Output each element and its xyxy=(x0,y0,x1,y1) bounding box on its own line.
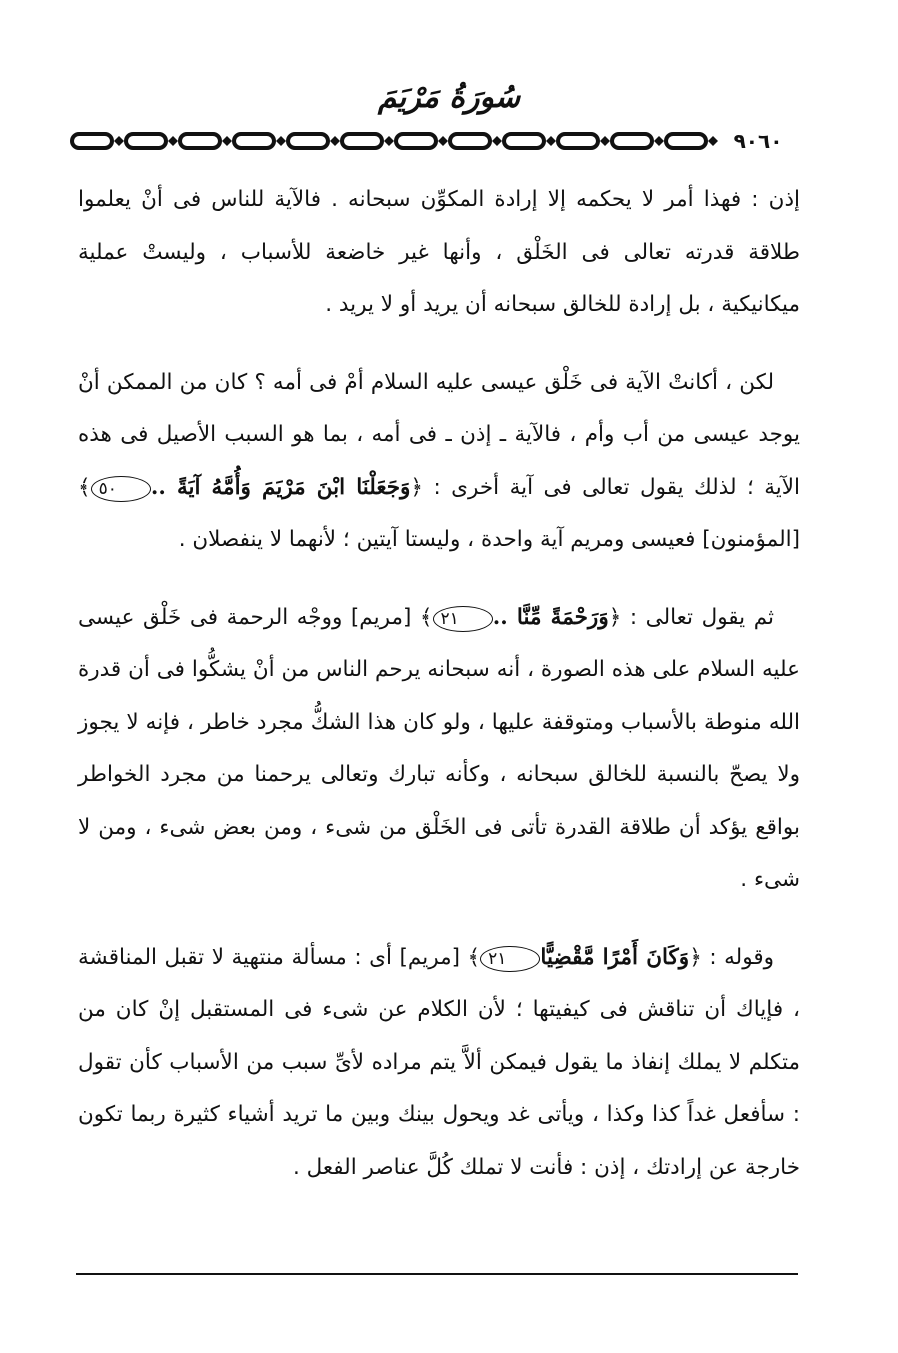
chain-diamond xyxy=(708,136,718,146)
chain-link xyxy=(288,134,328,148)
body-text: [المؤمنون] فعيسى ومريم آية واحدة ، وليستا آيتين ؛ لأنهما لا ينفصلان . xyxy=(178,527,800,552)
body-text: [مريم] أى : مسألة منتهية لا تقبل المناقشة ، فإياك أن تناقش فى كيفيتها ؛ لأن الكلام عن شىء فى المستقبل إنْ كان من متكلم لا يملك إنفاذ ما يقول فيمكن ألاَّ يتم مراده لأىِّ سبب من الأسباب كأن تقول : سأفعل غداً كذا وكذا ، ويأتى غد ويحول بينك وبين ما تريد أشياء كثيرة ربما تكون خارجة عن إرادتك ، إذن : فأنت لا تملك كُلَّ عناصر الفعل . xyxy=(78,944,800,1180)
chain-diamond xyxy=(654,136,664,146)
quran-bracket: ﴿ xyxy=(689,944,702,970)
chain-diamond xyxy=(492,136,502,146)
chain-diamond xyxy=(168,136,178,146)
body-text: لكن ، أكانتْ الآية فى خَلْق عيسى عليه السلام أمْ فى أمه ؟ كان من الممكن أنْ يوجد عيسى من أب وأم ، فالآية ـ إذن ـ فى أمه ، بما هو السبب الأصيل فى هذه الآية ؛ لذلك يقول تعالى فى آية أخرى : xyxy=(78,369,800,500)
chain-diamond xyxy=(276,136,286,146)
verse-number-badge: ٢١ xyxy=(480,946,540,972)
quran-verse-text: وَرَحْمَةً مِّنَّا .. xyxy=(492,604,609,630)
quran-bracket: ﴿ xyxy=(410,474,424,500)
page-body xyxy=(78,174,800,1219)
verse-number-badge: ٥٠ xyxy=(91,476,151,502)
chain-diamond xyxy=(600,136,610,146)
surah-title: سُورَةُ مَرْيَمَ xyxy=(377,80,521,115)
body-text: ثم يقول تعالى : xyxy=(621,604,774,630)
chain-link xyxy=(666,134,706,148)
page-number: ٩٠٦٠ xyxy=(720,126,796,156)
body-text: إذن : فهذا أمر لا يحكمه إلا إرادة المكوِّن سبحانه . فالآية للناس فى أنْ يعلموا طلاقة قدرته تعالى فى الخَلْق ، وأنها غير خاضعة للأسباب ، وليستْ عملية ميكانيكية ، بل إرادة للخالق سبحانه أن يريد أو لا يريد . xyxy=(78,187,800,317)
paragraph xyxy=(78,932,800,1195)
chain-link xyxy=(180,134,220,148)
body-text: وقوله : xyxy=(701,944,774,970)
chain-link xyxy=(558,134,598,148)
chain-diamond xyxy=(384,136,394,146)
paragraph xyxy=(78,592,800,907)
chain-link xyxy=(504,134,544,148)
chain-diamond xyxy=(438,136,448,146)
quran-bracket: ﴾ xyxy=(78,474,91,500)
paragraph xyxy=(78,174,800,332)
quran-bracket: ﴾ xyxy=(419,604,433,630)
chain-diamond xyxy=(546,136,556,146)
chain-link xyxy=(126,134,166,148)
quran-verse-text: وَجَعَلْنَا ابْنَ مَرْيَمَ وَأُمَّهُ آيَةً .. xyxy=(150,474,411,500)
chain-link xyxy=(234,134,274,148)
paragraph xyxy=(78,357,800,567)
header-ornament-border xyxy=(68,126,838,156)
quran-bracket: ﴿ xyxy=(608,604,622,630)
chain-diamond xyxy=(222,136,232,146)
chain-link xyxy=(342,134,382,148)
quran-bracket: ﴾ xyxy=(467,944,481,970)
body-text: [مريم] ووجْه الرحمة فى خَلْق عيسى عليه السلام على هذه الصورة ، أنه سبحانه يرحم الناس من أنْ يشكُّوا فى أن قدرة الله منوطة بالأسباب ومتوقفة عليها ، ولو كان هذا الشكُّ مجرد خاطر ، فإنه لا يجوز ولا يصحّ بالنسبة للخالق سبحانه ، وكأنه تبارك وتعالى يرحمنا من مجرد الخواطر بواقع يؤكد أن طلاقة القدرة تأتى فى الخَلْق من شىء ، ومن بعض شىء ، ومن لا شىء . xyxy=(78,604,800,892)
chain-link xyxy=(396,134,436,148)
verse-number-badge: ٢١ xyxy=(433,606,493,632)
chain-diamond xyxy=(330,136,340,146)
chain-link xyxy=(450,134,490,148)
chain-link xyxy=(612,134,652,148)
footer-rule xyxy=(76,1273,798,1275)
chain-diamond xyxy=(114,136,124,146)
chain-link xyxy=(72,134,112,148)
quran-verse-text: وَكَانَ أَمْرًا مَّقْضِيًّا xyxy=(540,944,690,970)
